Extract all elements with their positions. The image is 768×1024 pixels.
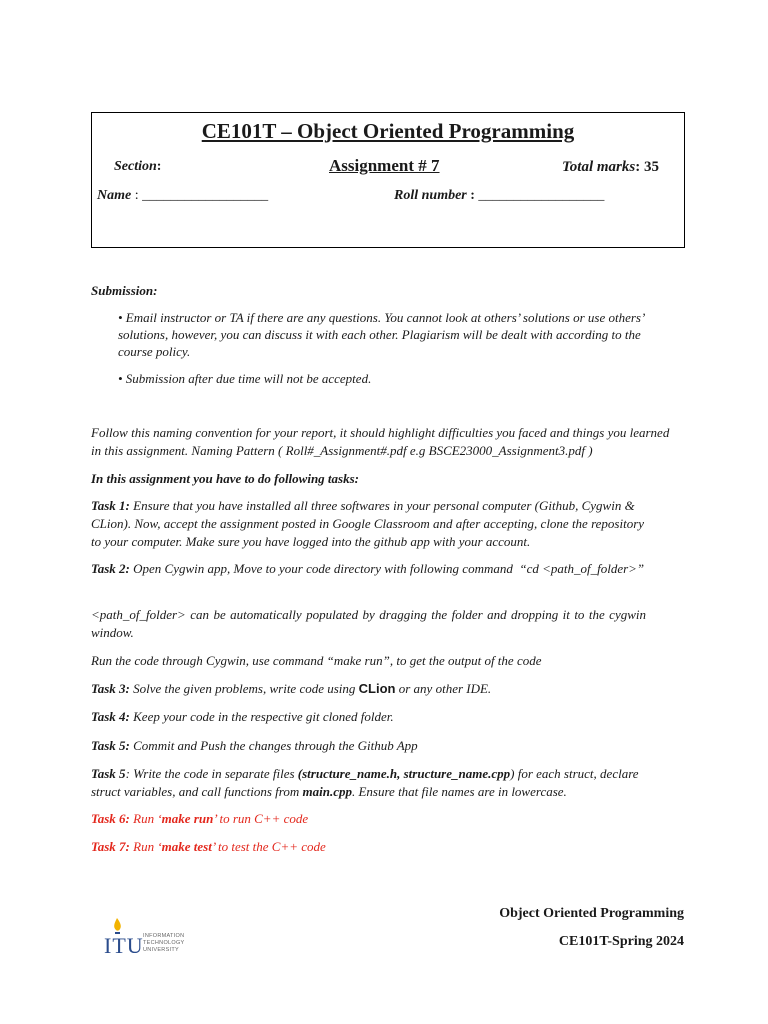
task-4-text: Keep your code in the respective git cloned folder.: [129, 709, 394, 724]
task-1: [91, 497, 646, 551]
footer-course-term: CE101T-Spring 2024: [558, 934, 684, 949]
task-3: [91, 680, 646, 698]
submission-bullet-due-time: • Submission after due time will not be accepted.: [118, 371, 372, 386]
itu-logo-line-3: UNIVERSITY: [143, 947, 180, 953]
total-marks-value: 35: [643, 159, 659, 175]
task-5-main-cpp: main.cpp: [302, 784, 352, 799]
task-5-write-text-c: . Ensure that file names are in lowercase.: [351, 784, 567, 799]
task-3-text-a: Solve the given problems, write code using: [129, 681, 359, 696]
task-5-commit-label: Task 5:: [91, 738, 130, 753]
task-6: [91, 810, 646, 828]
task-5-write-label: Task 5: [91, 766, 126, 781]
task-5-write-text-b: ) for each struct, declare struct variables, and call functions from: [91, 766, 639, 799]
task-4: [91, 708, 646, 726]
assignment-title: Assignment # 7: [329, 156, 440, 175]
course-title: CE101T – Object Oriented Programming: [201, 119, 575, 143]
task-2: [91, 560, 646, 578]
task-5-write-text-a: : Write the code in separate files: [125, 766, 298, 781]
task-2-text: Open Cygwin app, Move to your code directory with following command “cd <path_of_folder>”: [129, 561, 645, 576]
itu-logo: [104, 916, 214, 966]
task-7-text-b: ’ to test the C++ code: [211, 839, 326, 854]
assignment-header-box: [91, 112, 685, 248]
itu-logo-mark: ITU: [104, 933, 144, 958]
task-4-label: Task 4:: [91, 709, 130, 724]
submission-bullet-questions: • Email instructor or TA if there are any questions. You cannot look at others’ solutions or use others’ solutions, however, you can discuss it with each other. Plagiarism will be dealt with according to the course policy.: [118, 310, 644, 359]
run-instruction: Run the code through Cygwin, use command “make run”, to get the output of the code: [91, 653, 542, 668]
itu-logo-wordmark: [143, 933, 185, 954]
task-2-note: <path_of_folder> can be automatically populated by dragging the folder and dropping it to the cygwin window.: [91, 607, 646, 640]
section-field: Section:: [114, 159, 162, 174]
roll-number-blank: __________________: [478, 188, 605, 203]
footer-course-name: Object Oriented Programming: [499, 906, 684, 921]
task-6-label: Task 6:: [91, 811, 130, 826]
submission-heading: Submission:: [91, 283, 158, 298]
task-7-text-a: Run ‘: [129, 839, 162, 854]
task-1-label: Task 1:: [91, 498, 130, 513]
task-7-label: Task 7:: [91, 839, 130, 854]
tasks-heading: In this assignment you have to do following tasks:: [91, 471, 359, 486]
task-6-text-b: ’ to run C++ code: [213, 811, 309, 826]
naming-convention-text: Follow this naming convention for your report, it should highlight difficulties you faced and things you learned in this assignment. Naming Pattern ( Roll#_Assignment#.pdf e.g BSCE23000_Assignment3.pdf ): [91, 425, 670, 458]
section-label: Section: [114, 159, 157, 174]
task-2-label: Task 2:: [91, 561, 130, 576]
task-5-commit-text: Commit and Push the changes through the Github App: [129, 738, 418, 753]
task-6-command: make run: [161, 811, 214, 826]
task-3-label: Task 3:: [91, 681, 130, 696]
name-blank: __________________: [142, 188, 269, 203]
name-label: Name: [97, 188, 132, 203]
total-marks-label: Total marks: [562, 159, 636, 175]
task-3-text-b: or any other IDE.: [395, 681, 492, 696]
task-7-command: make test: [161, 839, 212, 854]
roll-number-field: Roll number : __________________: [394, 188, 605, 203]
task-5-commit: [91, 737, 646, 755]
task-3-clion: CLion: [358, 681, 396, 696]
total-marks-field: Total marks: 35: [562, 159, 659, 175]
task-7: [91, 838, 646, 856]
task-5-file-names: (structure_name.h, structure_name.cpp: [297, 766, 511, 781]
itu-logo-line-1: INFORMATION: [143, 933, 185, 939]
task-6-text-a: Run ‘: [129, 811, 162, 826]
task-5-write-code: [91, 765, 646, 801]
roll-number-label: Roll number: [394, 188, 467, 203]
task-1-text: Ensure that you have installed all three softwares in your personal computer (Github, Cygwin & CLion). Now, accept the assignment posted in Google Classroom and after accepting, clone the repository to your computer. Make sure you have logged into the github app with your account.: [91, 498, 645, 549]
itu-logo-line-2: TECHNOLOGY: [143, 940, 185, 946]
name-field: Name : __________________: [97, 188, 269, 203]
